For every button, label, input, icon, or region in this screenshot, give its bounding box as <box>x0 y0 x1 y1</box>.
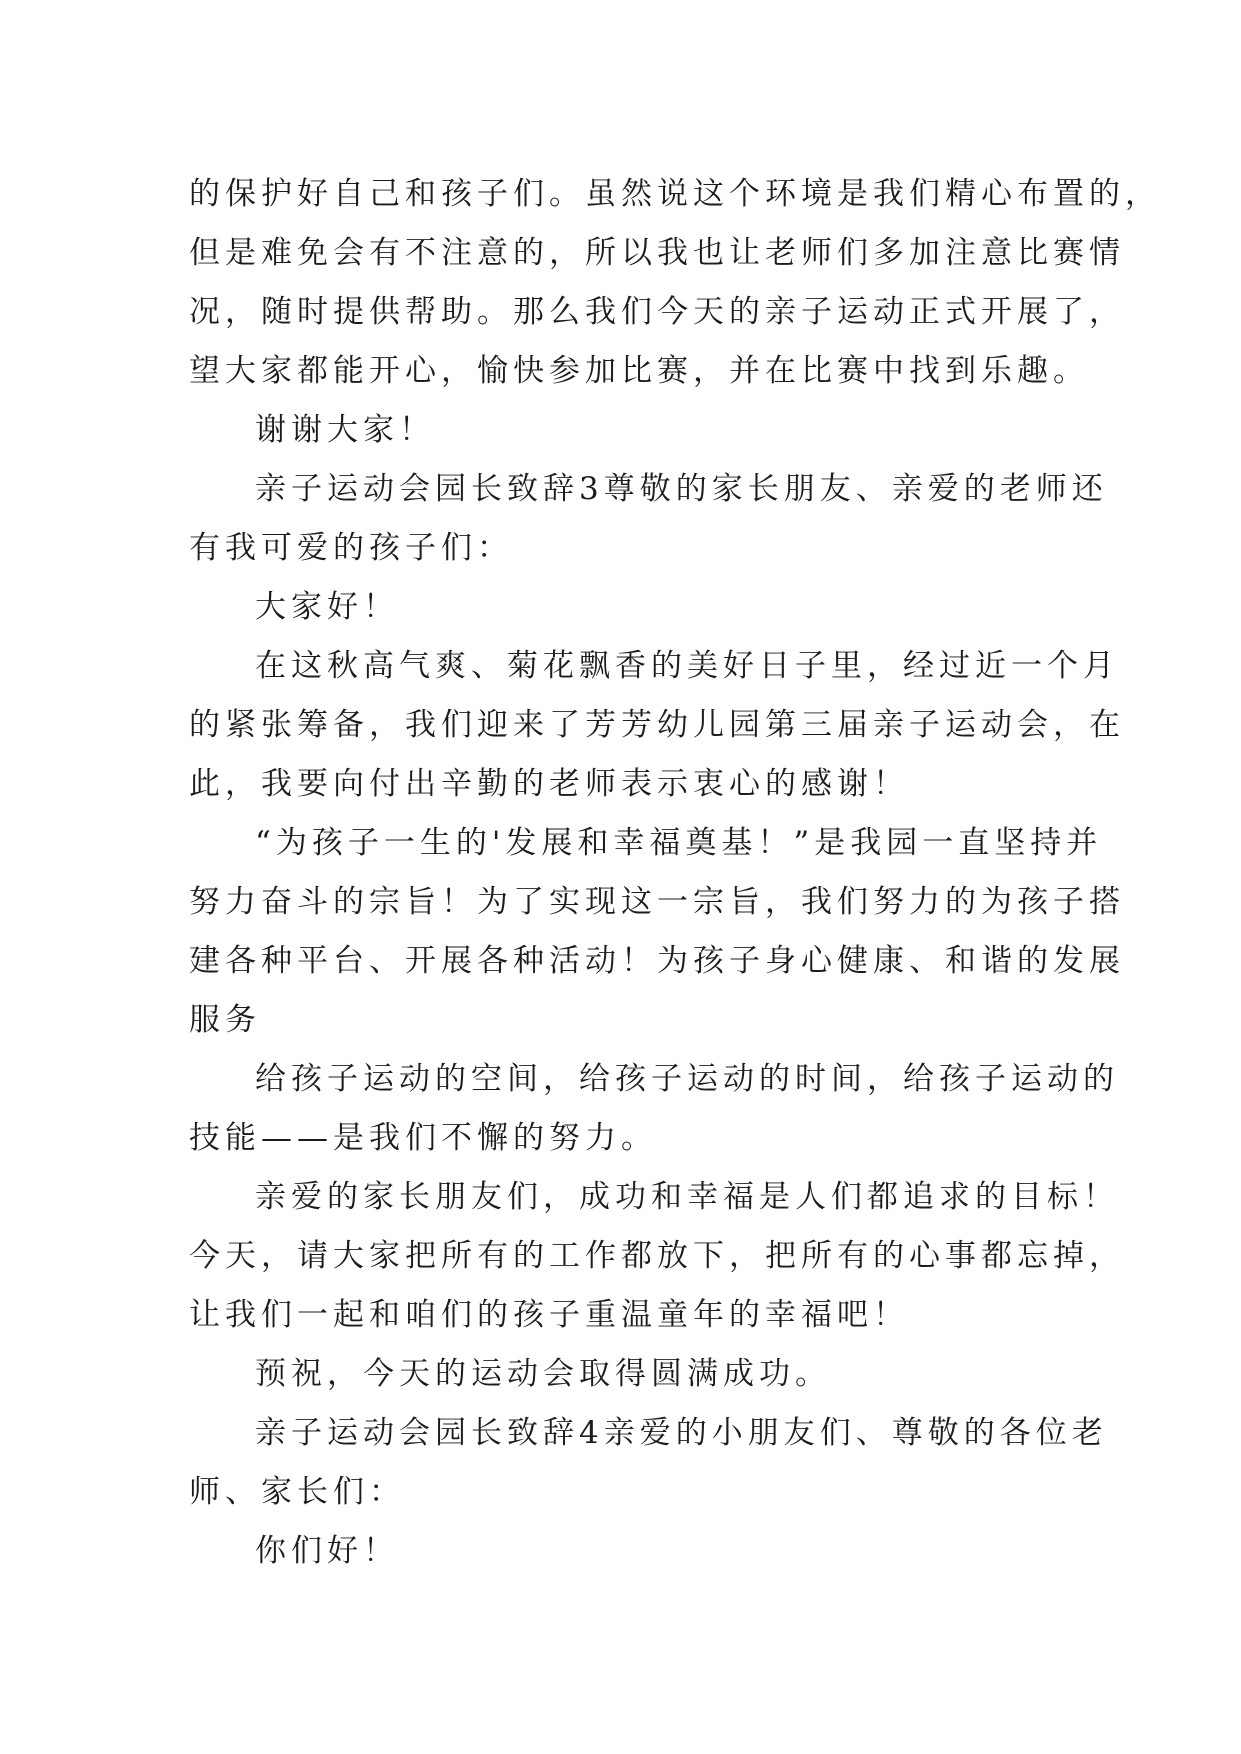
text-line: 服务 <box>189 1002 261 1038</box>
text-line: 预祝，今天的运动会取得圆满成功。 <box>255 1356 831 1392</box>
text-line: 有我可爱的孩子们： <box>189 530 513 566</box>
text-line: 给孩子运动的空间，给孩子运动的时间，给孩子运动的 <box>255 1061 1119 1097</box>
text-line: 的紧张筹备，我们迎来了芳芳幼儿园第三届亲子运动会，在 <box>189 707 1125 743</box>
text-line: 的保护好自己和孩子们。虽然说这个环境是我们精心布置的， <box>189 176 1161 212</box>
text-line: 大家好！ <box>255 589 399 625</box>
text-line: 亲子运动会园长致辞4亲爱的小朋友们、尊敬的各位老 <box>255 1415 1108 1451</box>
text-line: “为孩子一生的'发展和幸福奠基！”是我园一直坚持并 <box>255 825 1103 861</box>
text-line: 技能——是我们不懈的努力。 <box>189 1120 657 1156</box>
document-body <box>189 165 1161 1581</box>
text-line: 况，随时提供帮助。那么我们今天的亲子运动正式开展了， <box>189 294 1125 330</box>
text-line: 师、家长们： <box>189 1474 405 1510</box>
text-line: 建各种平台、开展各种活动！为孩子身心健康、和谐的发展 <box>189 943 1125 979</box>
text-line: 望大家都能开心，愉快参加比赛，并在比赛中找到乐趣。 <box>189 353 1089 389</box>
text-line: 亲爱的家长朋友们，成功和幸福是人们都追求的目标！ <box>255 1179 1119 1215</box>
text-line: 今天，请大家把所有的工作都放下，把所有的心事都忘掉， <box>189 1238 1125 1274</box>
text-line: 在这秋高气爽、菊花飘香的美好日子里，经过近一个月 <box>255 648 1119 684</box>
text-line: 此，我要向付出辛勤的老师表示衷心的感谢！ <box>189 766 909 802</box>
text-line: 让我们一起和咱们的孩子重温童年的幸福吧！ <box>189 1297 909 1333</box>
text-line: 谢谢大家！ <box>255 412 435 448</box>
text-line: 你们好！ <box>255 1533 399 1569</box>
text-line: 努力奋斗的宗旨！为了实现这一宗旨，我们努力的为孩子搭 <box>189 884 1125 920</box>
text-line: 但是难免会有不注意的，所以我也让老师们多加注意比赛情 <box>189 235 1125 271</box>
text-line: 亲子运动会园长致辞3尊敬的家长朋友、亲爱的老师还 <box>255 471 1108 507</box>
